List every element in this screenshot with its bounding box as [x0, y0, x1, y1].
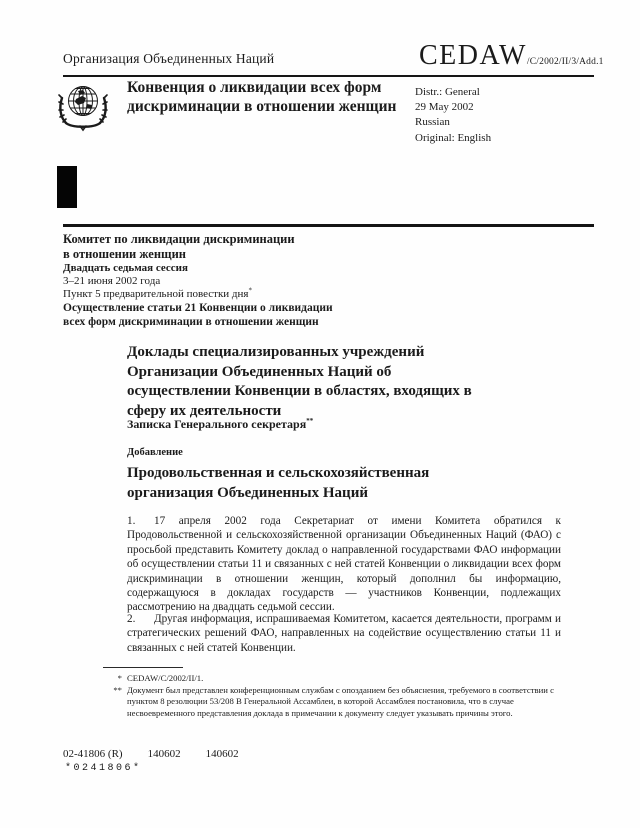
distr-line: Distr.: General [415, 86, 480, 98]
footnote-divider [103, 667, 183, 668]
committee-name-line: в отношении женщин [63, 247, 186, 261]
org-name: Организация Объединенных Наций [63, 51, 275, 66]
session-label: Двадцать седьмая сессия [63, 262, 188, 274]
note-by-text: Записка Генерального секретаря [127, 417, 307, 431]
un-emblem-icon [54, 79, 112, 135]
convention-title: Конвенция о ликвидации всех форм дискриминации в отношении женщин [127, 79, 397, 115]
document-symbol [419, 40, 604, 72]
footnote-marker: ** [113, 684, 122, 695]
committee-block [63, 232, 403, 329]
committee-name-line: Комитет по ликвидации дискриминации [63, 232, 295, 246]
document-symbol-main: CEDAW [419, 40, 527, 71]
paragraph-1 [127, 514, 561, 615]
footnotes-block [88, 673, 562, 719]
distr-line: Russian [415, 116, 450, 129]
agenda-item [63, 288, 403, 301]
footnote-text: CEDAW/C/2002/II/1. [127, 673, 204, 683]
session-dates: 3–21 июня 2002 года [63, 275, 161, 287]
footnote-1 [88, 673, 562, 685]
agenda-title-line: Осуществление статьи 21 Конвенции о ликвидации [63, 302, 333, 314]
agenda-item-text: Пункт 5 предварительной повестки дня [63, 288, 249, 300]
agenda-title-line: всех форм дискриминации в отношении женщин [63, 316, 319, 328]
distr-line: Original: English [415, 131, 492, 144]
paragraph-number: 2. [127, 613, 136, 625]
scan-artifact-bar [57, 166, 77, 208]
footnote-text: Документ был представлен конференционным службам с опозданием без объяснения, требуемого в соответствии с пунктом 8 резолюции 53/208 В Генеральной Ассамблеи, в которой Ассамблея постановила, что в случае несвоевременного представления доклада в примечании к документу следует указывать причины этого. [127, 684, 554, 718]
barcode-text: *0241806* [65, 763, 142, 774]
section-divider [63, 224, 594, 227]
header-divider [63, 75, 594, 77]
footer-date: 140602 [147, 748, 181, 760]
footnote-ref-double-asterisk: ** [306, 417, 314, 425]
job-number: 02-41806 (R) [63, 748, 123, 760]
distr-line: 29 May 2002 [415, 101, 474, 114]
footnote-ref-asterisk: * [248, 286, 252, 295]
paragraph-text: 17 апреля 2002 года Секретариат от имени Комитета обратился к Продовольственной и сельскохозяйственной организации Объединенных Наций (ФАО) с просьбой представить Комитету доклад о направленной государствами ФАО информации об осуществлении статьи 11 и связанных с ней статей Конвенции о ликвидации всех форм дискриминации в отношении женщин, который дополнил бы информацию, содержащуюся в докладах государств — участников Конвенции, подлежащих рассмотрению на двадцать седьмой сессии. [127, 515, 561, 614]
footer-job-line [63, 748, 239, 760]
note-by-line [127, 417, 313, 432]
agency-heading: Продовольственная и сельскохозяйственная организация Объединенных Наций [127, 465, 430, 501]
paragraph-number: 1. [127, 515, 136, 527]
document-symbol-suffix: /C/2002/II/3/Add.1 [526, 57, 604, 67]
footer-date: 140602 [205, 748, 239, 760]
paragraph-text: Другая информация, испрашиваемая Комитетом, касается деятельности, программ и стратегических решений ФАО, направленных на содействие осуществлению статьи 11 и связанных с ней статей Конвенции. [127, 613, 561, 654]
footnote-marker: * [117, 673, 122, 683]
report-title: Доклады специализированных учреждений Организации Объединенных Наций об осуществлении Конвенции в областях, входящих в сферу их деятельности [127, 344, 472, 419]
distribution-block [415, 85, 491, 146]
addendum-label: Добавление [127, 447, 183, 458]
paragraph-2 [127, 612, 561, 655]
footnote-2 [88, 685, 562, 720]
